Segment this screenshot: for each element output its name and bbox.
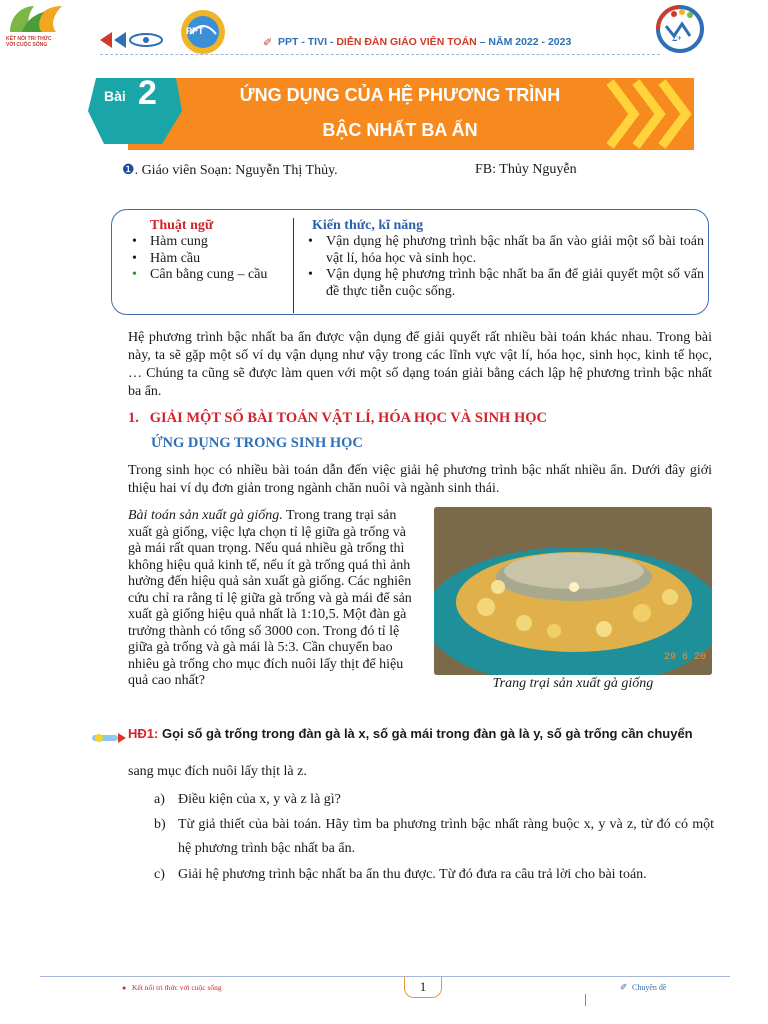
terms-list (130, 234, 288, 284)
section-heading: 1. GIẢI MỘT SỐ BÀI TOÁN VẬT LÍ, HÓA HỌC VÀ SINH HỌC (128, 410, 547, 426)
footer-right-text: Chuyên đề (632, 983, 667, 992)
question-item: b) Từ giả thiết của bài toán. Hãy tìm ba phương trình bậc nhất ràng buộc x, y và z, từ đó có một hệ phương trình bậc nhất ba ẩn. (154, 817, 714, 856)
footer-tick (585, 994, 586, 1006)
term-item: • Hàm cung (130, 234, 288, 251)
terms-column (130, 218, 288, 284)
teacher-credit: ❶. Giáo viên Soạn: Nguyễn Thị Thủy. (122, 163, 338, 178)
header-divider (100, 54, 660, 56)
footer-edit-icon: ✐ (620, 982, 628, 992)
skills-list (306, 234, 704, 300)
forum-logo-text: Σ+ (672, 34, 682, 43)
section-intro: Trong sinh học có nhiều bài toán dẫn đến việc giải hệ phương trình bậc nhất nhiều ẩn. Dưới đây giới thiệu hai ví dụ đơn giản trong ngành chăn nuôi và ngành sinh thái. (128, 463, 712, 496)
arrow-decoration (100, 30, 170, 50)
activity-prompt: HĐ1: Gọi số gà trống trong đàn gà là x, số gà mái trong đàn gà là y, số gà trống cần chuyển (128, 726, 693, 741)
photo-date-stamp: 29 6 20 (664, 652, 707, 663)
question-item: a) Điều kiện của x, y và z là gì? (154, 792, 341, 807)
activity-marker-icon (92, 731, 126, 743)
activity-continuation: sang mục đích nuôi lấy thịt là z. (128, 764, 307, 779)
term-item: • Cân bằng cung – cầu (130, 267, 288, 284)
footer-left-text: Kết nối tri thức với cuộc sống (132, 983, 222, 992)
activity-label: HĐ1: (128, 726, 159, 741)
forum-logo (654, 4, 706, 54)
header-tagline: PPT - TIVI - DIỄN ĐÀN GIÁO VIÊN TOÁN – NĂM 2022 - 2023 (278, 36, 572, 48)
knowledge-box-divider (293, 218, 294, 313)
question-item: c) Giải hệ phương trình bậc nhất ba ẩn thu được. Từ đó đưa ra câu trả lời cho bài toán. (154, 867, 647, 882)
skills-column (306, 218, 704, 300)
lesson-badge (86, 76, 186, 146)
lesson-title: ỨNG DỤNG CỦA HỆ PHƯƠNG TRÌNH BẬC NHẤT BA ẨN (239, 85, 561, 140)
publisher-logo-text: KẾT NỐI TRI THỨC VỚI CUỘC SỐNG (6, 36, 52, 48)
skill-item: • Vận dụng hệ phương trình bậc nhất ba ẩn để giải quyết một số vấn đề thực tiễn cuộc sống. (306, 267, 704, 300)
intro-paragraph: Hệ phương trình bậc nhất ba ẩn được vận dụng để giải quyết rất nhiều bài toán khác nhau. Trong bài này, ta sẽ gặp một số ví dụ vận dụng như vậy trong các lĩnh vực vật lí, hóa học, sinh học, kinh tế học, … Chúng ta cũng sẽ được làm quen với một số dạng toán giải bằng cách lập hệ phương trình bậc nhất ba ẩn. (128, 330, 712, 399)
edit-icon: ✐ (263, 37, 273, 49)
footer-divider (40, 976, 730, 977)
page-number: 1 (404, 977, 442, 998)
facebook-credit: FB: Thủy Nguyễn (475, 162, 577, 177)
photo-caption: Trang trại sản xuất gà giống (492, 676, 654, 691)
chevron-decoration (604, 78, 694, 150)
terms-heading: Thuật ngữ (150, 218, 214, 233)
lesson-number: 2 (138, 74, 157, 112)
chicken-farm-photo (434, 507, 712, 675)
skills-heading: Kiến thức, kĩ năng (312, 218, 424, 233)
footer-bullet-icon: ● (122, 984, 127, 992)
term-item: • Hàm cầu (130, 251, 288, 268)
ppt-logo-text: PPT (186, 26, 204, 36)
chicken-problem: Bài toán sản xuất gà giống. Trong trang trại sản xuất gà giống, việc lựa chọn tỉ lệ giữa gà trống và gà mái rất quan trọng. Nếu quá nhiều gà trống thì không hiệu quả kinh tế, nếu ít gà trống quá thì ảnh hưởng đến hiệu quả sản xuất gà giống. Các nghiên cứu chỉ ra rằng tỉ lệ giữa gà trống và gà mái để sản xuất gà giống hiệu quả nhất là 1:10,5. Một đàn gà trưởng thành có tổng số 3000 con. Trong đó tỉ lệ giữa gà trống và gà mái là 5:3. Cần chuyển bao nhiêu gà trống cho mục đích nuôi lấy thịt để hiệu quả cao nhất? (128, 508, 412, 688)
lesson-label: Bài (104, 88, 126, 104)
skill-item: • Vận dụng hệ phương trình bậc nhất ba ẩn vào giải một số bài toán vật lí, hóa học và sinh học. (306, 234, 704, 267)
section-subheading: ỨNG DỤNG TRONG SINH HỌC (151, 435, 363, 451)
